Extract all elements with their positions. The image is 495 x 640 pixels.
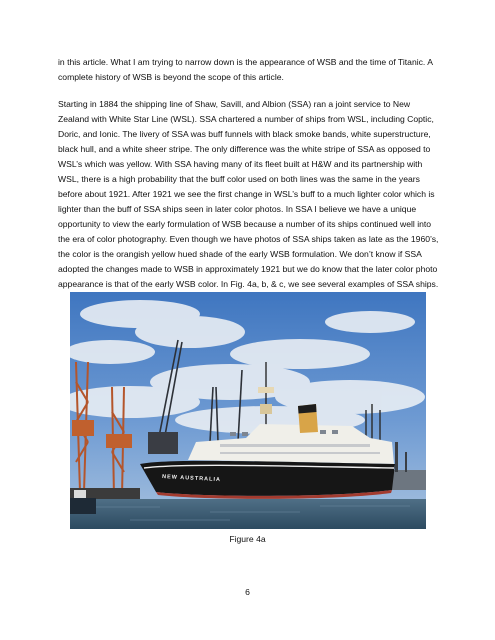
paragraph-intro: in this article. What I am trying to narrow down is the appearance of WSB and the time of Titanic. A complete history of WSB is beyond the scope of this article. [58, 57, 433, 82]
paragraph-ssa-history: Starting in 1884 the shipping line of Shaw, Savill, and Albion (SSA) ran a joint service to New Zealand with White Star Line (WSL). SSA chartered a number of ships from WSL, including Coptic, Doric, and Ionic. The livery of SSA was buff funnels with black smoke bands, white superstructure, black hull, and a white sheer stripe. The only difference was the white stripe of SSA as opposed to WSL’s which was yellow. With SSA having many of its fleet built at H&W and its partnership with WSL, there is a high probability that the buff color used on both lines was the same in the years before about 1921. After 1921 we see the first change in WSL’s buff to a much lighter color which is lighter than the buff of SSA ships seen in later color photos. In SSA I believe we have a unique opportunity to view the early formulation of WSB because a number of its ships continued well into the era of color photography. Even though we have photos of SSA ships taken as late as the 1960’s, the color is the orangish yellow hued shade of the early WSB formulation. We don’t know if SSA adopted the changes made to WSB in approximately 1921 but we do know that the later color photo appearance is that of the early WSB color. In Fig. 4a, b, & c, we see several examples of SSA ships. [58, 99, 439, 289]
page-number: 6 [245, 587, 250, 597]
ship-name-text: NEW AUSTRALIA [161, 474, 222, 484]
ship-photo [70, 292, 426, 529]
figure-caption: Figure 4a [229, 534, 266, 544]
